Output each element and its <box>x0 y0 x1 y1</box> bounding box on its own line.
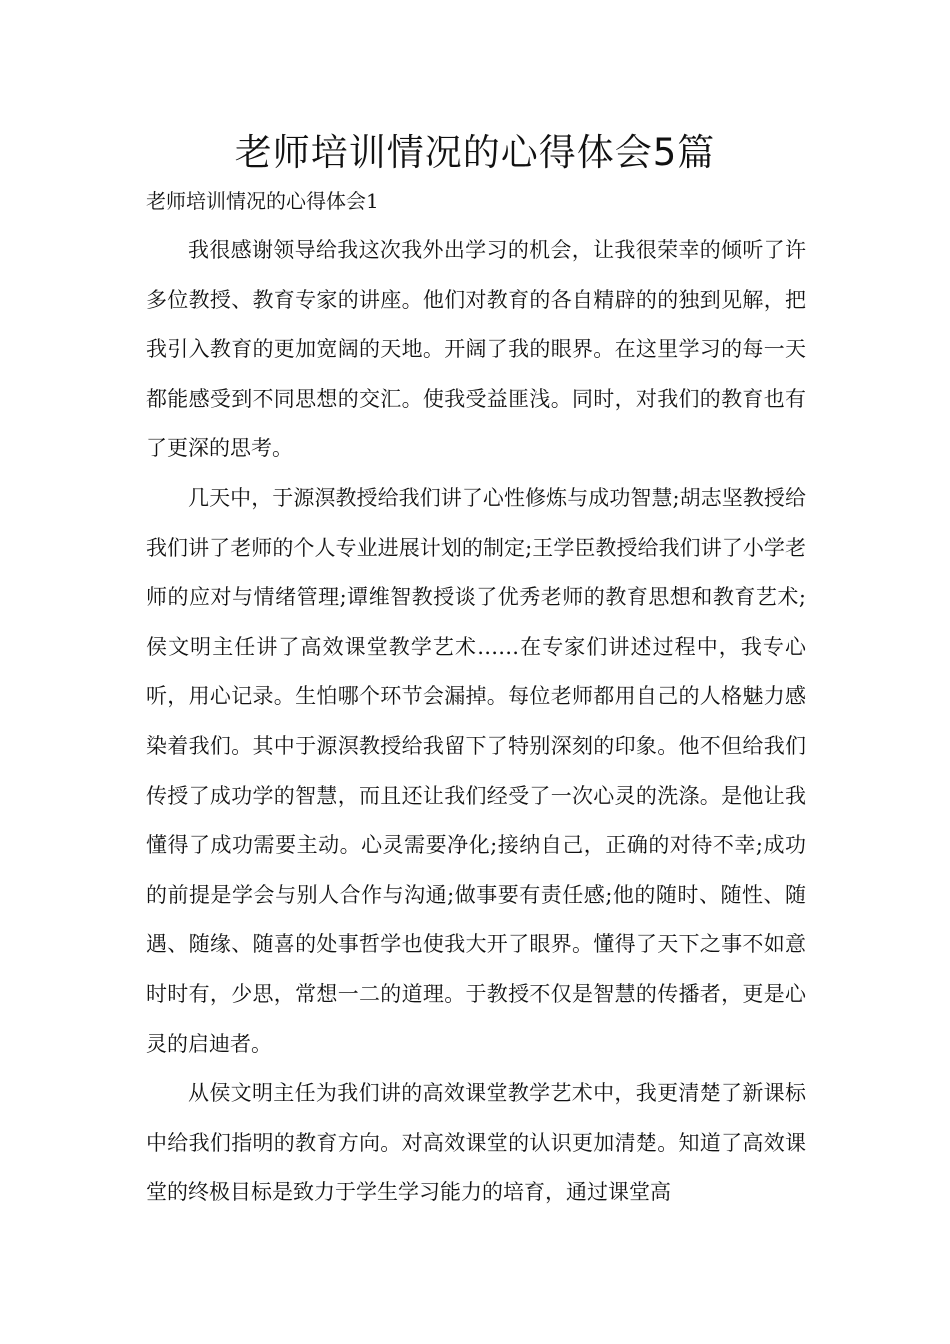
section-heading: 老师培训情况的心得体会1 <box>146 189 379 213</box>
paragraph: 我很感谢领导给我这次我外出学习的机会，让我很荣幸的倾听了许多位教授、教育专家的讲座。他们对教育的各自精辟的的独到见解，把我引入教育的更加宽阔的天地。开阔了我的眼界。在这里学习的每一天都能感受到不同思想的交汇。使我受益匪浅。同时，对我们的教育也有了更深的思考。 <box>146 238 806 461</box>
paragraph: 几天中，于源溟教授给我们讲了心性修炼与成功智慧;胡志坚教授给我们讲了老师的个人专业进展计划的制定;王学臣教授给我们讲了小学老师的应对与情绪管理;谭维智教授谈了优秀老师的教育思想和教育艺术;侯文明主任讲了高效课堂教学艺术……在专家们讲述过程中，我专心听，用心记录。生怕哪个环节会漏掉。每位老师都用自己的人格魅力感染着我们。其中于源溟教授给我留下了特别深刻的印象。他不但给我们传授了成功学的智慧，而且还让我们经受了一次心灵的洗涤。是他让我懂得了成功需要主动。心灵需要净化;接纳自己，正确的对待不幸;成功的前提是学会与别人合作与沟通;做事要有责任感;他的随时、随性、随遇、随缘、随喜的处事哲学也使我大开了眼界。懂得了天下之事不如意时时有，少思，常想一二的道理。于教授不仅是智慧的传播者，更是心灵的启迪者。 <box>146 485 806 1056</box>
paragraph: 从侯文明主任为我们讲的高效课堂教学艺术中，我更清楚了新课标中给我们指明的教育方向。对高效课堂的认识更加清楚。知道了高效课堂的终极目标是致力于学生学习能力的培育，通过课堂高 <box>146 1081 806 1205</box>
document-title: 老师培训情况的心得体会5篇 <box>234 131 716 174</box>
document-body <box>146 226 806 1218</box>
